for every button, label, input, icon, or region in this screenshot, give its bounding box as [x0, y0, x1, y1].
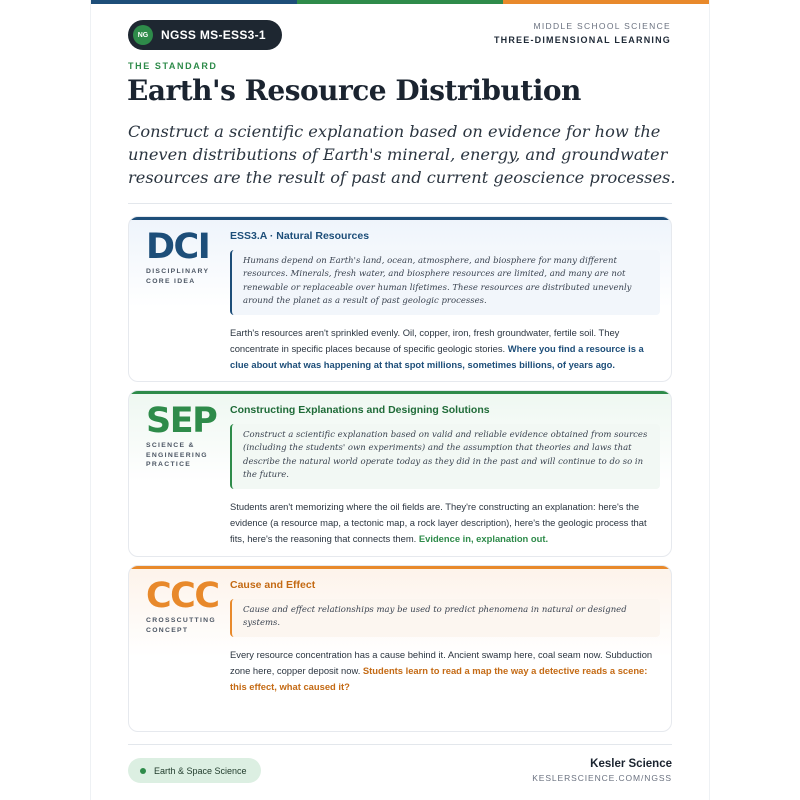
dci-highlight: Where you find a resource is a clue about what was happening at that spot millions, sometimes billions, of years ago.: [230, 342, 644, 370]
ngss-logo-icon: NG: [133, 25, 153, 45]
dci-abbr-label: [146, 267, 209, 286]
ccc-content: [230, 579, 660, 695]
standard-code: NGSS MS-ESS3-1: [161, 28, 266, 42]
ccc-explanation: [230, 647, 660, 695]
performance-expectation: Construct a scientific explanation based on evidence for how the uneven distributions of Earth's mineral, energy, and groundwater resources are the result of past and current geoscience processes.: [128, 122, 676, 187]
sep-abbr-label: [146, 441, 208, 470]
color-bar-orange: [503, 0, 709, 4]
ccc-label-line: CONCEPT: [146, 626, 189, 634]
dci-content: [230, 230, 660, 373]
standard-code-badge: [128, 20, 282, 50]
sep-card: [128, 390, 672, 557]
color-bar: [91, 0, 709, 4]
sep-body: Students aren't memorizing where the oil fields are. They're constructing an explanation: here's the evidence (a resource map, a tectonic map, a rock layer description), here's the geologic process that fits, here's the reasoning that connects them.: [230, 500, 647, 544]
sep-label-line: ENGINEERING: [146, 451, 208, 459]
dci-label-line: DISCIPLINARY: [146, 268, 210, 275]
ccc-card: [128, 565, 672, 732]
ccc-highlight: Students learn to read a map the way a detective reads a scene: this effect, what caused it?: [230, 664, 648, 692]
sep-content: [230, 404, 660, 547]
standard-page: [91, 0, 709, 800]
sep-label-line: SCIENCE &: [146, 442, 195, 449]
ccc-card-accent: [129, 566, 671, 569]
dci-body: Earth's resources aren't sprinkled evenly. Oil, copper, iron, fresh groundwater, fertile soil. They concentrate in specific places because of specific geologic stories.: [230, 326, 620, 354]
course-level: MIDDLE SCHOOL SCIENCE: [533, 21, 671, 31]
page-title: Earth's Resource Distribution: [127, 74, 581, 107]
ccc-quote: Cause and effect relationships may be used to predict phenomena in natural or designed systems.: [230, 599, 660, 637]
color-bar-blue: [91, 0, 297, 4]
dci-label-line: CORE IDEA: [146, 277, 196, 285]
ccc-heading: Cause and Effect: [230, 579, 316, 591]
sep-abbr: SEP: [146, 401, 217, 441]
dci-explanation: [230, 325, 660, 373]
section-kicker: THE STANDARD: [128, 61, 218, 71]
learning-approach: THREE-DIMENSIONAL LEARNING: [493, 35, 671, 45]
ccc-abbr: CCC: [146, 576, 219, 616]
dci-abbr: DCI: [146, 227, 210, 267]
dci-heading: ESS3.A · Natural Resources: [230, 230, 370, 242]
ccc-body: Every resource concentration has a cause behind it. Ancient swamp here, coal seam now. Subduction zone here, copper deposit now.: [230, 648, 653, 676]
sep-explanation: [230, 499, 660, 547]
course-label: [494, 21, 671, 45]
ccc-label-line: CROSSCUTTING: [146, 617, 216, 624]
subject-label: Earth & Space Science: [154, 765, 247, 776]
sep-quote: Construct a scientific explanation based on valid and reliable evidence obtained from sources (including the students' own experiments) and the assumption that theories and laws that describe the natural world operate today as they did in the past and will continue to do so in the future.: [230, 424, 660, 489]
brand-url[interactable]: KESLERSCIENCE.COM/NGSS: [532, 773, 672, 783]
dci-quote: Humans depend on Earth's land, ocean, atmosphere, and biosphere for many different resources. Minerals, fresh water, and biosphere resources are limited, and many are not renewable or replaceable over human lifetimes. These resources are distributed unevenly around the planet as a result of past geologic processes.: [230, 250, 660, 315]
sep-label-line: PRACTICE: [146, 461, 192, 468]
sep-card-accent: [129, 391, 671, 394]
subject-pill: [128, 758, 261, 783]
sep-heading: Constructing Explanations and Designing Solutions: [230, 404, 490, 416]
dci-card: [128, 216, 672, 382]
bullet-dot-icon: [140, 768, 146, 774]
footer-divider: [128, 744, 672, 745]
ccc-abbr-label: [146, 616, 216, 635]
sep-highlight: Evidence in, explanation out.: [418, 532, 549, 544]
brand-block: [532, 758, 672, 783]
color-bar-green: [297, 0, 503, 4]
brand-name: Kesler Science: [590, 758, 672, 770]
divider: [128, 203, 672, 204]
dci-card-accent: [129, 217, 671, 220]
